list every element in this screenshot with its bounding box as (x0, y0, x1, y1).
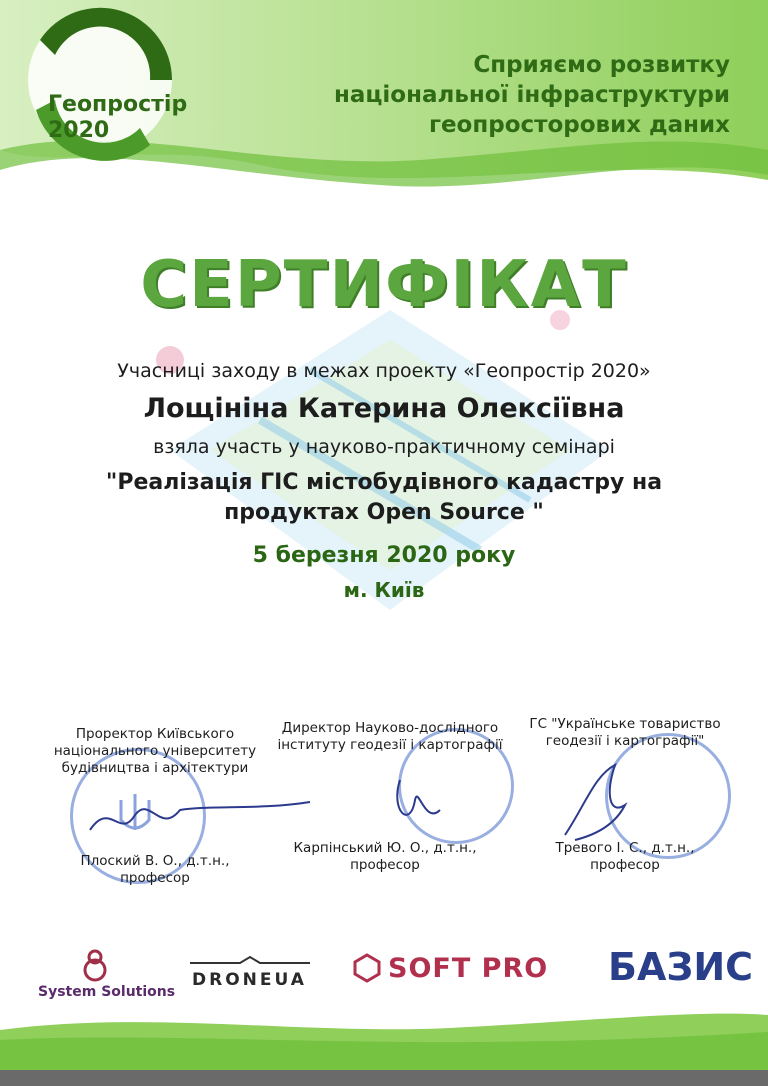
droneua-logo: DRONEUA (192, 970, 307, 990)
geoprostir-brand-logo (48, 92, 187, 144)
signer-1 (70, 853, 240, 887)
brand-name: Геопростір (48, 92, 188, 117)
seminar-title-line: продуктах Open Source " (224, 500, 544, 525)
handwritten-signature-3 (555, 755, 645, 845)
signer-line: професор (590, 857, 660, 873)
position-line: інституту геодезії і картографії (277, 737, 503, 753)
system-solutions-logo: System Solutions (38, 984, 176, 1000)
signer-3 (535, 840, 715, 874)
seminar-title (0, 468, 768, 528)
signer-line: Карпінський Ю. О., д.т.н., (293, 840, 477, 856)
bazis-logo: БАЗИС (608, 945, 754, 989)
softpro-logo: SOFT PRO (388, 953, 549, 984)
signer-line: професор (350, 857, 420, 873)
footer-wave-decoration (0, 1000, 768, 1086)
position-line: будівництва і архітектури (61, 760, 249, 776)
system-solutions-logo-icon (80, 948, 110, 982)
position-line: Директор Науково-дослідного (281, 720, 499, 736)
handwritten-signature-1 (80, 790, 320, 850)
signature-position-2 (275, 720, 505, 754)
signer-2 (285, 840, 485, 874)
droneua-drone-icon (190, 955, 310, 971)
position-line: ГС "Українське товариство (529, 716, 721, 732)
signature-position-1 (40, 726, 270, 777)
slogan-line: національної інфраструктури (333, 82, 730, 108)
signer-line: професор (120, 870, 190, 886)
signer-line: Плоский В. О., д.т.н., (80, 853, 230, 869)
certificate-title: СЕРТИФІКАТ (140, 248, 628, 322)
brand-year: 2020 (48, 118, 110, 143)
participant-intro: Учасниці заходу в межах проекту «Геопростір 2020» (117, 360, 651, 382)
position-line: національного університету (53, 743, 257, 759)
slogan-line: Сприяємо розвитку (473, 52, 730, 78)
signature-position-3 (510, 716, 740, 750)
header-slogan (230, 50, 730, 140)
event-date: 5 березня 2020 року (252, 543, 516, 568)
event-city: м. Київ (343, 578, 425, 602)
seminar-title-line: "Реалізація ГІС містобудівного кадастру на (105, 470, 663, 495)
slogan-line: геопросторових даних (428, 112, 730, 138)
signer-line: Тревого І. С., д.т.н., (555, 840, 695, 856)
participant-name: Лощініна Катерина Олексіївна (143, 393, 625, 424)
position-line: геодезії і картографії" (545, 733, 705, 749)
position-line: Проректор Київського (75, 726, 235, 742)
participation-text: взяла участь у науково-практичному семінарі (153, 436, 615, 458)
handwritten-signature-2 (380, 770, 460, 840)
softpro-emblem-icon (352, 953, 382, 983)
